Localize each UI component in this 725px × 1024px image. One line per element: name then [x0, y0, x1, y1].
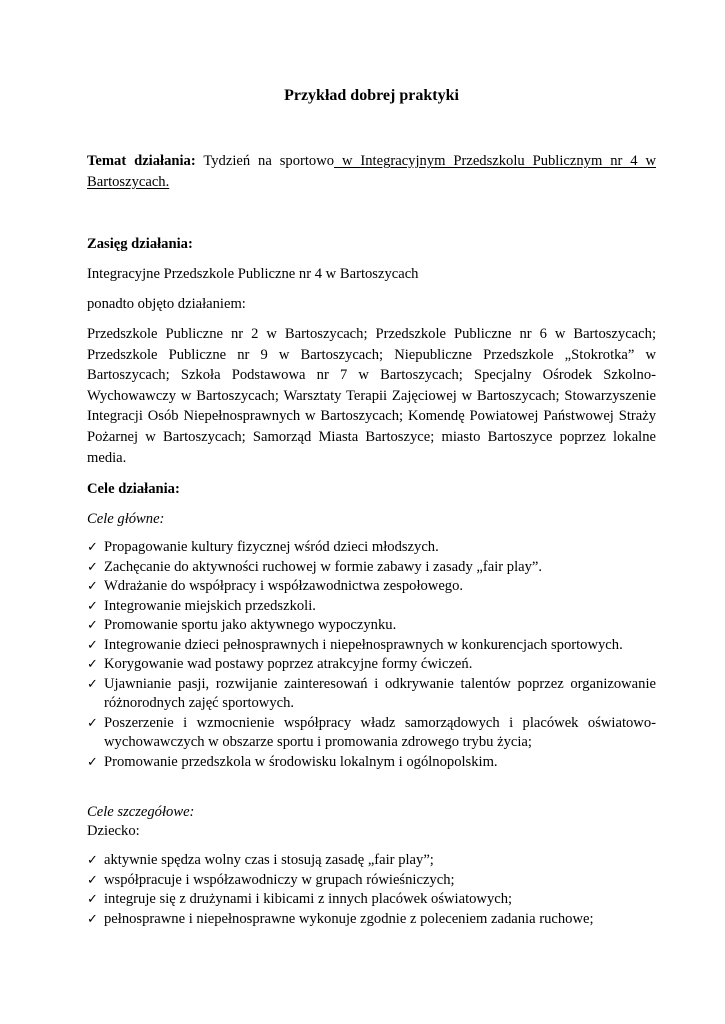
checkmark-icon: ✓	[87, 637, 98, 653]
cele-glowne-item-text: Promowanie sportu jako aktywnego wypoczynku.	[104, 617, 397, 633]
checkmark-icon: ✓	[87, 559, 98, 575]
cele-glowne-heading: Cele główne:	[87, 511, 165, 527]
checkmark-icon: ✓	[87, 618, 98, 633]
cele-szczegolowe-sub: Dziecko:	[87, 823, 140, 839]
cele-szczegolowe-item	[87, 910, 656, 930]
cele-glowne-item	[87, 558, 656, 578]
cele-glowne-item-text: Korygowanie wad postawy poprzez atrakcyjne formy ćwiczeń.	[104, 656, 473, 672]
cele-szczegolowe-item-text: aktywnie spędza wolny czas i stosują zasadę „fair play”;	[104, 852, 434, 868]
cele-heading: Cele działania:	[87, 481, 180, 497]
page-title: Przykład dobrej praktyki	[284, 87, 459, 104]
cele-glowne-item	[87, 714, 656, 753]
cele-glowne-item-text: Wdrażanie do współpracy i współzawodnictwa zespołowego.	[104, 578, 464, 594]
cele-szczegolowe-item-text: pełnosprawne i niepełnosprawne wykonuje zgodnie z poleceniem zadania ruchowe;	[104, 910, 594, 927]
zasieg-heading: Zasięg działania:	[87, 236, 193, 252]
checkmark-icon: ✓	[87, 657, 98, 672]
checkmark-icon: ✓	[87, 911, 98, 927]
zasieg-paragraph: Przedszkole Publiczne nr 2 w Bartoszycach; Przedszkole Publiczne nr 6 w Bartoszycach; Przedszkole Publiczne nr 9 w Bartoszycach; Niepubliczne Przedszkole „Stokrotka” w Bartoszycach; Szkoła Podstawowa nr 7 w Bartoszycach; Specjalny Ośrodek Szkolno-Wychowawczy w Bartoszycach; Warsztaty Terapii Zajęciowej w Bartoszycach; Stowarzyszenie Integracji Osób Niepełnosprawnych w Bartoszycach; Komendę Powiatowej Państwowej Straży Pożarnej w Bartoszycach; Samorząd Miasta Bartoszyce; miasto Bartoszyce poprzez lokalne media.	[87, 326, 656, 466]
checkmark-icon: ✓	[87, 872, 98, 888]
cele-glowne-item-text: Integrowanie miejskich przedszkoli.	[104, 597, 316, 614]
cele-glowne-item	[87, 655, 656, 675]
cele-szczegolowe-item	[87, 851, 656, 871]
cele-glowne-item-text: Integrowanie dzieci pełnosprawnych i niepełnosprawnych w konkurencjach sportowych.	[104, 636, 623, 653]
cele-glowne-item-text: Promowanie przedszkola w środowisku lokalnym i ogólnopolskim.	[104, 753, 498, 770]
cele-glowne-item	[87, 753, 656, 773]
cele-szczegolowe-item-text: współpracuje i współzawodniczy w grupach rówieśniczych;	[104, 871, 455, 888]
cele-glowne-item	[87, 538, 656, 558]
temat-paragraph	[87, 151, 656, 192]
cele-glowne-item	[87, 636, 656, 656]
checkmark-icon: ✓	[87, 715, 98, 731]
checkmark-icon: ✓	[87, 540, 98, 555]
checkmark-icon: ✓	[87, 892, 98, 907]
checkmark-icon: ✓	[87, 754, 98, 770]
cele-glowne-item-text: Propagowanie kultury fizycznej wśród dzieci młodszych.	[104, 539, 439, 555]
temat-text: Tydzień na sportowo	[203, 153, 335, 169]
cele-glowne-item	[87, 577, 656, 597]
cele-glowne-item	[87, 675, 656, 714]
cele-szczegolowe-list-wrap	[87, 851, 656, 929]
checkmark-icon: ✓	[87, 853, 98, 868]
zasieg-line2: ponadto objęto działaniem:	[87, 296, 246, 312]
zasieg-line1: Integracyjne Przedszkole Publiczne nr 4 w Bartoszycach	[87, 266, 419, 282]
cele-szczegolowe-item	[87, 890, 656, 910]
checkmark-icon: ✓	[87, 598, 98, 614]
checkmark-icon: ✓	[87, 579, 98, 594]
cele-glowne-item	[87, 597, 656, 617]
cele-glowne-list	[87, 538, 656, 772]
checkmark-icon: ✓	[87, 676, 98, 692]
cele-glowne-item-text: Poszerzenie i wzmocnienie współpracy władz samorządowych i placówek oświatowo-wychowawczych w obszarze sportu i promowania zdrowego trybu życia;	[104, 714, 656, 750]
cele-glowne-item-text: Ujawnianie pasji, rozwijanie zainteresowań i odkrywanie talentów poprzez organizowanie różnorodnych zajęć sportowych.	[104, 675, 656, 711]
cele-szczegolowe-item	[87, 871, 656, 891]
cele-glowne-list-wrap	[87, 538, 656, 772]
cele-glowne-item	[87, 616, 656, 636]
cele-szczegolowe-list	[87, 851, 656, 929]
cele-szczegolowe-item-text: integruje się z drużynami i kibicami z innych placówek oświatowych;	[104, 891, 513, 907]
cele-szczegolowe-heading: Cele szczegółowe:	[87, 804, 195, 820]
temat-text-underlined: w Integracyjnym Przedszkolu Publicznym nr 4 w Bartoszycach.	[87, 153, 657, 190]
cele-glowne-item-text: Zachęcanie do aktywności ruchowej w formie zabawy i zasady „fair play”.	[104, 558, 543, 575]
temat-label: Temat działania:	[87, 153, 196, 169]
